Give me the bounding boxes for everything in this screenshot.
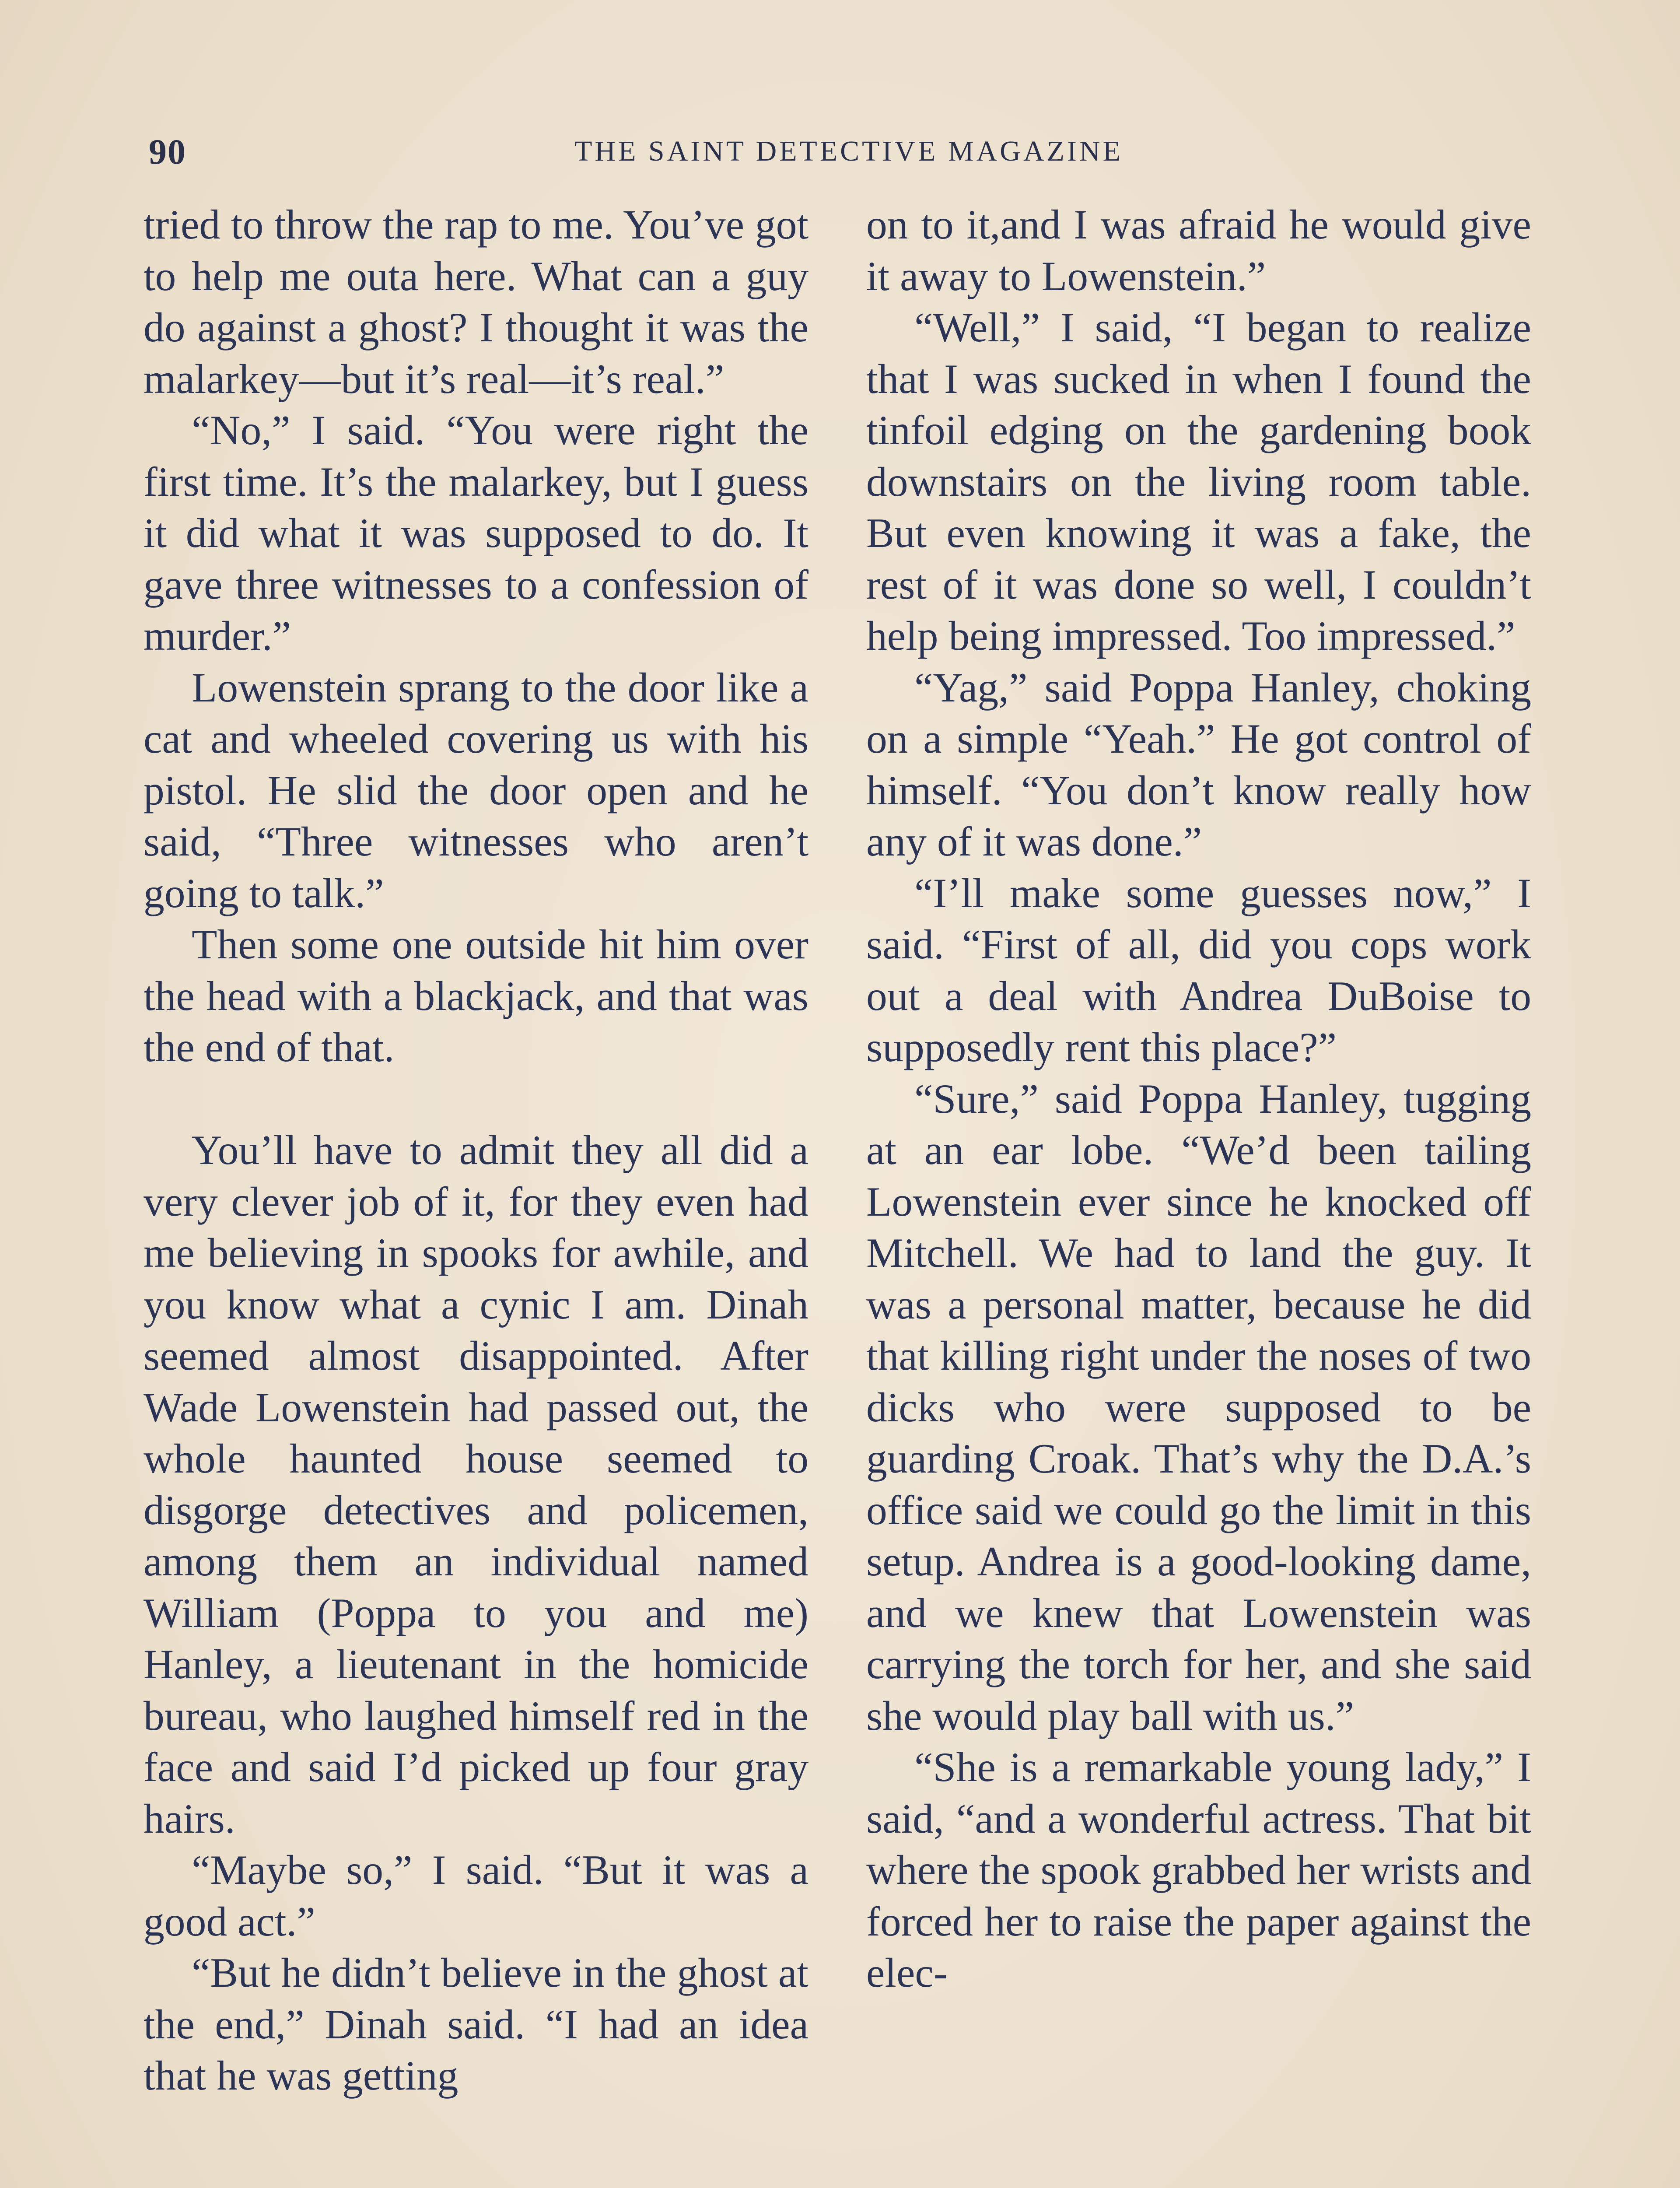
page-header bbox=[149, 131, 1549, 175]
paragraph: “Well,” I said, “I began to realize that I was sucked in when I found the tinfoil edging on the gardening book downstairs on the living room table. But even knowing it was a fake, the rest of it was done so well, I couldn’t help being impressed. Too impressed.” bbox=[866, 304, 1531, 659]
paragraph: “Yag,” said Poppa Hanley, choking on a simple “Yeah.” He got control of himself. “You don’t know really how any of it was done.” bbox=[866, 664, 1531, 865]
paragraph: “She is a remarkable young lady,” I said, “and a wonderful actress. That bit where the spook grabbed her wrists and forced her to raise the paper against the elec- bbox=[866, 1744, 1531, 1996]
page-number: 90 bbox=[149, 132, 186, 172]
paragraph: on to it,and I was afraid he would give it away to Lowenstein.” bbox=[866, 201, 1531, 299]
left-column bbox=[144, 199, 808, 2102]
paragraph: “I’ll make some guesses now,” I said. “First of all, did you cops work out a deal with Andrea DuBoise to supposedly rent this place?” bbox=[866, 870, 1531, 1070]
paragraph: Then some one outside hit him over the head with a blackjack, and that was the end of that. bbox=[144, 921, 808, 1070]
paragraph: You’ll have to admit they all did a very clever job of it, for they even had me believing in spooks for awhile, and you know what a cynic I am. Dinah seemed almost disappointed. After Wade Lowenstein had passed out, the whole haunted house seemed to disgorge detectives and policemen, among them an individual named William (Poppa to you and me) Hanley, a lieutenant in the homicide bureau, who laughed himself red in the face and said I’d picked up four gray hairs. bbox=[144, 1127, 808, 1842]
paragraph: Lowenstein sprang to the door like a cat and wheeled covering us with his pistol. He slid the door open and he said, “Three witnesses who aren’t going to talk.” bbox=[144, 664, 808, 916]
paragraph: “Maybe so,” I said. “But it was a good act.” bbox=[144, 1847, 808, 1945]
right-column bbox=[866, 199, 1531, 1999]
paragraph: “No,” I said. “You were right the first time. It’s the malarkey, but I guess it did what it was supposed to do. It gave three witnesses to a confession of murder.” bbox=[144, 407, 808, 659]
running-head: THE SAINT DETECTIVE MAGAZINE bbox=[574, 135, 1123, 167]
section-break bbox=[144, 1073, 808, 1125]
paragraph: tried to throw the rap to me. You’ve got to help me outa here. What can a guy do against a ghost? I thought it was the malarkey—but it’s real—it’s real.” bbox=[144, 201, 808, 402]
paragraph: “But he didn’t believe in the ghost at the end,” Dinah said. “I had an idea that he was getting bbox=[144, 1950, 808, 2099]
paragraph: “Sure,” said Poppa Hanley, tugging at an ear lobe. “We’d been tailing Lowenstein ever since he knocked off Mitchell. We had to land the guy. It was a personal matter, because he did that killing right under the noses of two dicks who were supposed to be guarding Croak. That’s why the D.A.’s office said we could go the limit in this setup. Andrea is a good-looking dame, and we knew that Lowenstein was carrying the torch for her, and she said she would play ball with us.” bbox=[866, 1075, 1531, 1739]
